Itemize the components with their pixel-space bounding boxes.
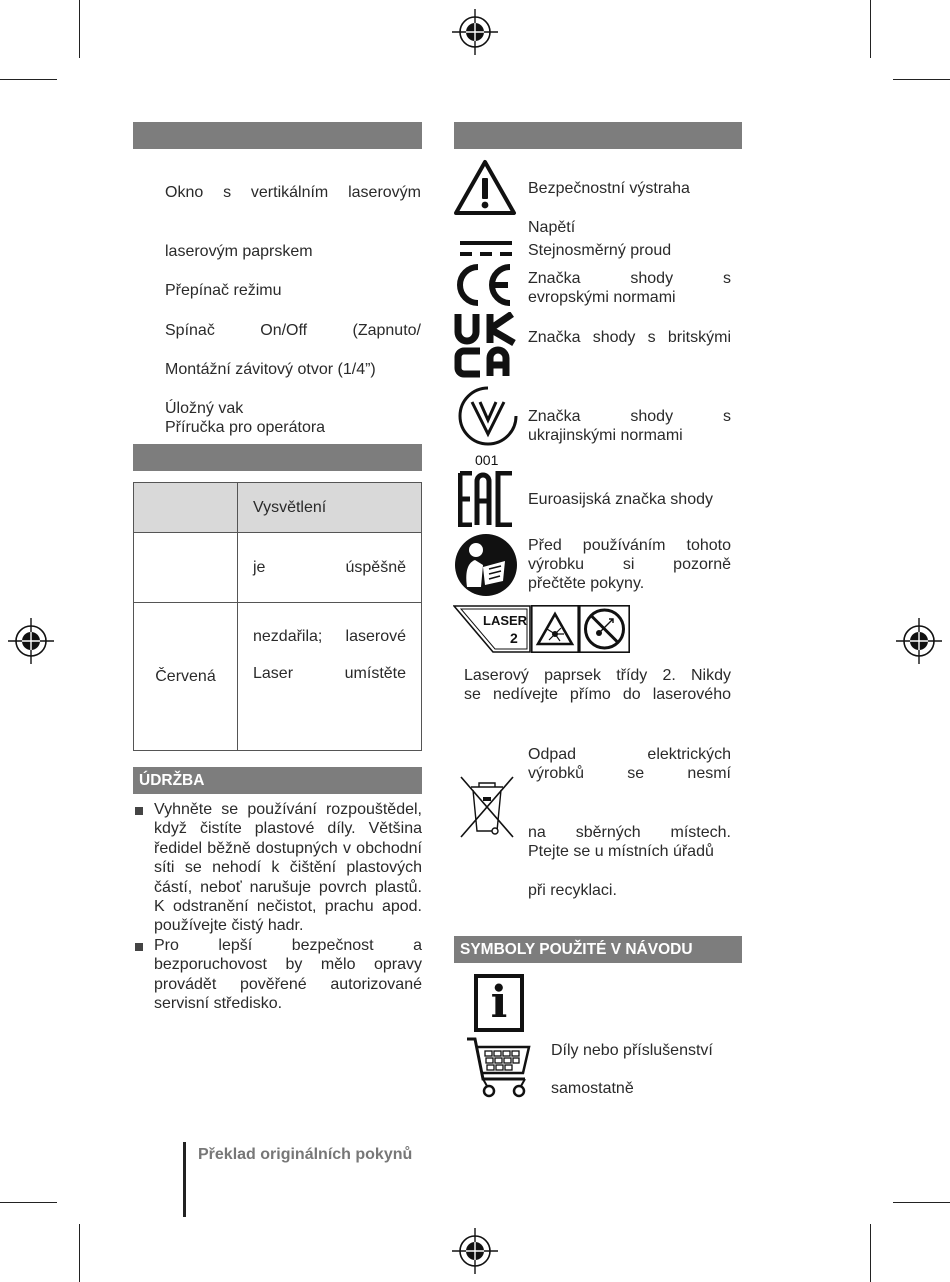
maintenance-list (133, 800, 422, 1013)
registration-mark-icon (896, 618, 942, 664)
laser-text: Laserový paprsek třídy 2. Nikdy (464, 667, 731, 684)
footer-rule (183, 1142, 186, 1217)
table-cell (134, 533, 238, 603)
trim-mark (870, 1224, 871, 1282)
section-header-bar (454, 122, 742, 149)
weee-text: při recyklaci. (528, 882, 617, 899)
weee-text: Ptejte se u místních úřadů (528, 843, 714, 860)
status-table (133, 482, 422, 751)
component-item: Přepínač režimu (165, 282, 282, 299)
symbol-label: přečtěte pokyny. (528, 575, 645, 592)
symbol-label: Díly nebo příslušenství (551, 1042, 713, 1059)
eac-mark-icon (458, 471, 514, 527)
laser-warning-icon (531, 605, 579, 653)
trim-mark (79, 0, 80, 58)
list-item-text: Pro lepší bezpečnost a bezporuchovost by mělo opravy provádět pověřené autorizované servisní středisko. (154, 936, 422, 1013)
symbol-label: výrobku si pozorně (528, 556, 731, 573)
list-item-text: Vyhněte se používání rozpouštědel, když čistíte plastové díly. Většina ředidel běžně dostupných v obchodní síti se nehodí k čištění plastových částí, neboť narušuje povrch plastů. K odstranění nečistot, prachu apod. používejte čistý hadr. (154, 801, 422, 935)
laser-badge-text: LASER (483, 613, 528, 628)
symbol-label: Stejnosměrný proud (528, 242, 672, 259)
component-item: Úložný vak (165, 400, 244, 417)
weee-text: Odpad elektrických (528, 746, 731, 763)
symbol-label: Značka shody s britskými (528, 329, 731, 346)
component-item: Spínač On/Off (Zapnuto/ (165, 322, 421, 339)
weee-text: na sběrných místech. (528, 824, 731, 841)
trim-mark (893, 79, 950, 80)
manual-symbols-header: SYMBOLY POUŽITÉ V NÁVODU (454, 936, 742, 963)
component-item: Okno s vertikálním laserovým (165, 184, 421, 201)
symbol-label: evropskými normami (528, 289, 676, 306)
table-cell-text: Laser umístěte (253, 665, 406, 682)
footer-text: Překlad originálních pokynů (198, 1146, 413, 1163)
table-header-cell (134, 483, 238, 533)
symbol-label: Napětí (528, 219, 576, 236)
list-item (133, 800, 422, 936)
trim-mark (0, 1202, 57, 1203)
ce-mark-icon (454, 263, 516, 307)
list-item (133, 936, 422, 1014)
registration-mark-icon (452, 1228, 498, 1274)
table-cell (238, 533, 422, 603)
symbol-label: Euroasijská značka shody (528, 491, 713, 508)
trim-mark (893, 1202, 950, 1203)
symbol-label: samostatně (551, 1080, 634, 1097)
table-cell-text: je úspěšně (253, 558, 406, 576)
component-item: laserovým paprskem (165, 243, 313, 260)
registration-mark-icon (8, 618, 54, 664)
dc-current-icon (460, 240, 512, 258)
trim-mark (79, 1224, 80, 1282)
symbol-label: ukrajinskými normami (528, 427, 683, 444)
ukrainian-mark-code: 001 (475, 452, 499, 468)
read-manual-icon (453, 533, 519, 597)
component-item: Montážní závitový otvor (1/4”) (165, 361, 376, 378)
symbol-label: Značka shody s (528, 408, 731, 425)
table-cell-text: nezdařila; laserové (253, 628, 406, 645)
maintenance-header: ÚDRŽBA (133, 767, 422, 794)
section-header-bar (133, 122, 422, 149)
warning-triangle-icon (453, 159, 517, 217)
laser-text: se nedívejte přímo do laserového (464, 686, 731, 703)
table-header-cell: Vysvětlení (238, 483, 422, 533)
symbol-label: Bezpečnostní výstraha (528, 180, 690, 197)
bullet-icon (135, 807, 143, 815)
section-header-bar (133, 444, 422, 471)
laser-class-text: 2 (510, 630, 518, 646)
table-cell: Červená (134, 603, 238, 751)
table-cell (238, 603, 422, 751)
shopping-cart-icon (465, 1035, 533, 1101)
trim-mark (870, 0, 871, 58)
weee-bin-icon (457, 773, 517, 841)
registration-mark-icon (452, 9, 498, 55)
symbol-label: Značka shody s (528, 270, 731, 287)
symbol-label: Před používáním tohoto (528, 537, 731, 554)
ukrainian-mark-icon (456, 384, 520, 452)
bullet-icon (135, 943, 143, 951)
ukca-mark-icon (454, 312, 518, 378)
component-item: Příručka pro operátora (165, 419, 326, 436)
trim-mark (0, 79, 57, 80)
weee-text: výrobků se nesmí (528, 765, 731, 782)
no-stare-icon (579, 605, 630, 653)
info-glyph: i (490, 977, 508, 1028)
